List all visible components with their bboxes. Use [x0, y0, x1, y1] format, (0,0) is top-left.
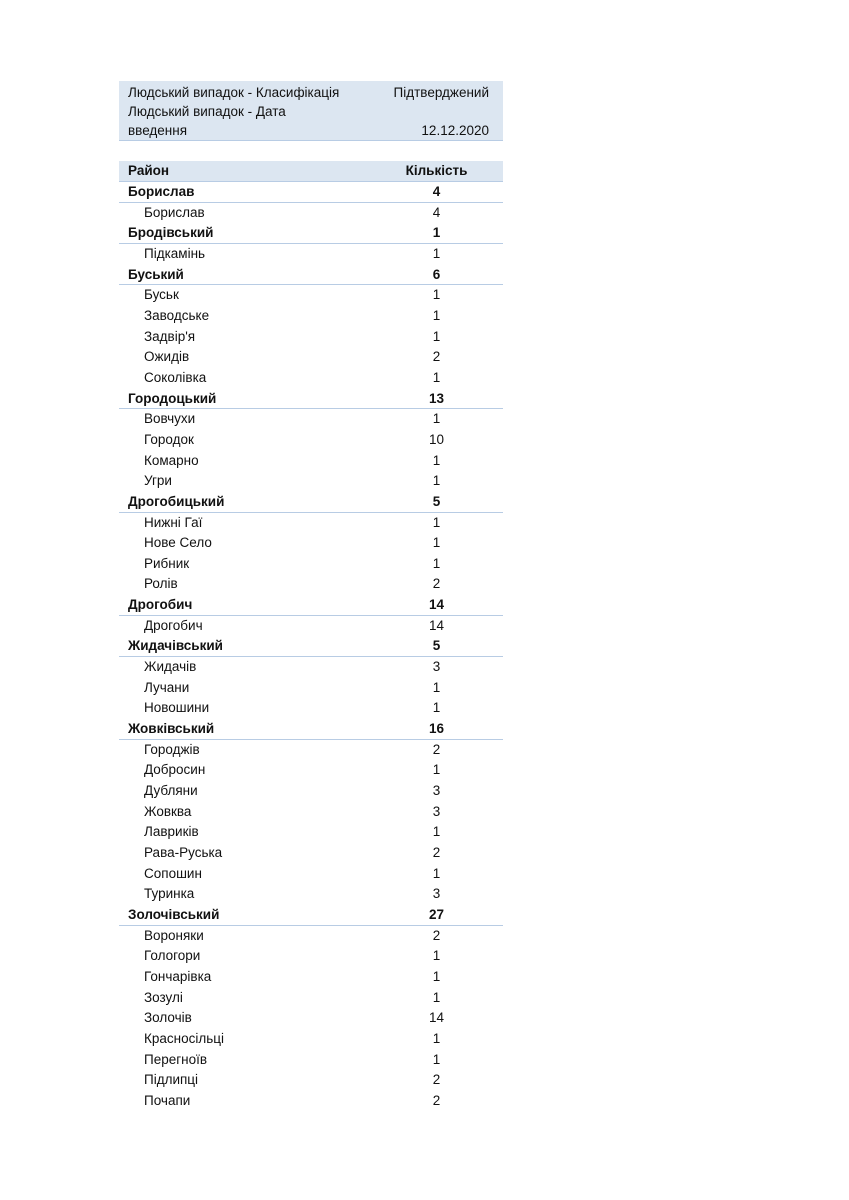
locality-count: 2: [432, 1072, 441, 1088]
table-header: [119, 161, 503, 182]
locality-count: 1: [432, 555, 441, 571]
header-count: Кількість: [405, 163, 468, 178]
group-row: [119, 265, 503, 286]
table-body: [119, 182, 503, 1112]
table-row: [119, 781, 503, 802]
locality-name: Лучани: [144, 679, 190, 695]
locality-name: Нижні Гаї: [144, 514, 203, 530]
locality-count: 1: [432, 948, 441, 964]
locality-name: Вовчухи: [144, 411, 196, 427]
group-row: [119, 719, 503, 740]
table-row: [119, 822, 503, 843]
group-total: 16: [428, 721, 445, 737]
locality-count: 2: [432, 927, 441, 943]
table-row: [119, 1050, 503, 1071]
table-row: [119, 471, 503, 492]
locality-count: 3: [432, 803, 441, 819]
locality-name: Красносільці: [144, 1030, 224, 1046]
group-name: Жовківський: [128, 721, 215, 737]
table-row: [119, 967, 503, 988]
table-row: [119, 760, 503, 781]
group-total: 1: [432, 225, 441, 241]
locality-name: Туринка: [144, 886, 195, 902]
locality-name: Угри: [144, 473, 172, 489]
locality-name: Зозулі: [144, 989, 183, 1005]
table-row: [119, 843, 503, 864]
locality-name: Буськ: [144, 287, 179, 303]
group-name: Дрогобич: [128, 597, 193, 613]
table-row: [119, 409, 503, 430]
header-district: Район: [128, 163, 170, 178]
locality-name: Жовква: [144, 803, 192, 819]
table-row: [119, 533, 503, 554]
group-total: 14: [428, 597, 445, 613]
locality-count: 1: [432, 535, 441, 551]
locality-name: Нове Село: [144, 535, 212, 551]
locality-name: Лавриків: [144, 824, 199, 840]
group-row: [119, 595, 503, 616]
table-row: [119, 864, 503, 885]
locality-name: Комарно: [144, 452, 199, 468]
locality-count: 1: [432, 307, 441, 323]
locality-name: Перегноїв: [144, 1051, 208, 1067]
table-row: [119, 698, 503, 719]
table-row: [119, 988, 503, 1009]
locality-name: Рава-Руська: [144, 845, 223, 860]
table-row: [119, 203, 503, 224]
locality-name: Сопошин: [144, 865, 202, 881]
locality-count: 2: [432, 845, 441, 860]
filter-date-label-line1: Людський випадок - Дата: [128, 104, 286, 119]
locality-count: 1: [432, 245, 441, 261]
table-row: [119, 946, 503, 967]
group-row: [119, 223, 503, 244]
locality-count: 2: [432, 576, 441, 592]
locality-count: 1: [432, 1030, 441, 1046]
table-row: [119, 678, 503, 699]
group-total: 13: [428, 390, 445, 406]
table-row: [119, 368, 503, 389]
group-total: 5: [432, 493, 441, 509]
locality-name: Борислав: [144, 204, 205, 220]
locality-name: Городжів: [144, 741, 200, 757]
table-row: [119, 451, 503, 472]
group-row: [119, 182, 503, 203]
filter-date-label-line2: введення: [128, 123, 188, 138]
locality-name: Дрогобич: [144, 617, 203, 633]
table-row: [119, 285, 503, 306]
locality-count: 3: [432, 886, 441, 902]
locality-count: 1: [432, 989, 441, 1005]
table-row: [119, 616, 503, 637]
group-total: 27: [428, 906, 445, 922]
table-row: [119, 1070, 503, 1091]
locality-name: Почапи: [144, 1092, 191, 1108]
locality-count: 1: [432, 369, 441, 385]
locality-name: Дубляни: [144, 783, 198, 799]
table-row: [119, 554, 503, 575]
locality-count: 1: [432, 968, 441, 984]
table-row: [119, 430, 503, 451]
locality-count: 4: [432, 204, 441, 220]
table-row: [119, 347, 503, 368]
locality-name: Рибник: [144, 555, 190, 571]
locality-name: Соколівка: [144, 369, 207, 385]
locality-name: Жидачів: [144, 659, 197, 675]
locality-count: 2: [432, 1092, 441, 1108]
group-row: [119, 492, 503, 513]
locality-name: Новошини: [144, 700, 210, 716]
table-row: [119, 1029, 503, 1050]
group-row: [119, 905, 503, 926]
locality-name: Гологори: [144, 948, 201, 964]
table-row: [119, 244, 503, 265]
group-name: Золочівський: [128, 906, 220, 922]
table-row: [119, 513, 503, 534]
filter-classification-value: Підтверджений: [393, 85, 489, 100]
group-row: [119, 389, 503, 410]
group-total: 6: [432, 266, 441, 282]
locality-name: Задвір'я: [144, 328, 196, 344]
group-name: Бродівський: [128, 225, 214, 241]
group-name: Буський: [128, 266, 184, 282]
locality-count: 1: [432, 514, 441, 530]
group-row: [119, 636, 503, 657]
filter-classification-label: Людський випадок - Класифікація: [128, 85, 340, 100]
locality-count: 1: [432, 679, 441, 695]
locality-count: 1: [432, 328, 441, 344]
table-row: [119, 327, 503, 348]
locality-count: 1: [432, 1051, 441, 1067]
locality-name: Ожидів: [144, 349, 190, 365]
locality-name: Добросин: [144, 762, 206, 778]
locality-count: 3: [432, 783, 441, 799]
locality-count: 14: [428, 1010, 445, 1026]
locality-count: 1: [432, 865, 441, 881]
filter-date-value: 12.12.2020: [421, 123, 489, 138]
locality-count: 2: [432, 349, 441, 365]
group-name: Дрогобицький: [128, 493, 225, 509]
locality-count: 1: [432, 473, 441, 489]
table-row: [119, 1091, 503, 1112]
table-row: [119, 884, 503, 905]
group-name: Жидачівський: [128, 638, 223, 654]
table-row: [119, 740, 503, 761]
group-name: Борислав: [128, 184, 195, 199]
locality-name: Заводське: [144, 307, 210, 323]
locality-count: 3: [432, 659, 441, 675]
filter-panel: [119, 81, 503, 141]
cases-table: [119, 161, 503, 1112]
table-row: [119, 657, 503, 678]
locality-count: 10: [428, 431, 445, 447]
table-row: [119, 1008, 503, 1029]
table-row: [119, 306, 503, 327]
locality-count: 1: [432, 411, 441, 427]
locality-count: 1: [432, 452, 441, 468]
group-name: Городоцький: [128, 390, 217, 406]
locality-name: Гончарівка: [144, 968, 212, 984]
group-total: 5: [432, 638, 441, 654]
locality-name: Ролів: [144, 576, 178, 592]
locality-name: Підлипці: [144, 1072, 199, 1088]
table-row: [119, 802, 503, 823]
locality-name: Вороняки: [144, 927, 204, 943]
locality-name: Городок: [144, 431, 194, 447]
locality-name: Підкамінь: [144, 245, 206, 261]
locality-count: 14: [428, 617, 445, 633]
locality-count: 1: [432, 700, 441, 716]
group-total: 4: [432, 184, 441, 199]
locality-count: 1: [432, 824, 441, 840]
locality-count: 1: [432, 762, 441, 778]
locality-name: Золочів: [144, 1010, 192, 1026]
table-row: [119, 926, 503, 947]
locality-count: 1: [432, 287, 441, 303]
locality-count: 2: [432, 741, 441, 757]
table-row: [119, 574, 503, 595]
